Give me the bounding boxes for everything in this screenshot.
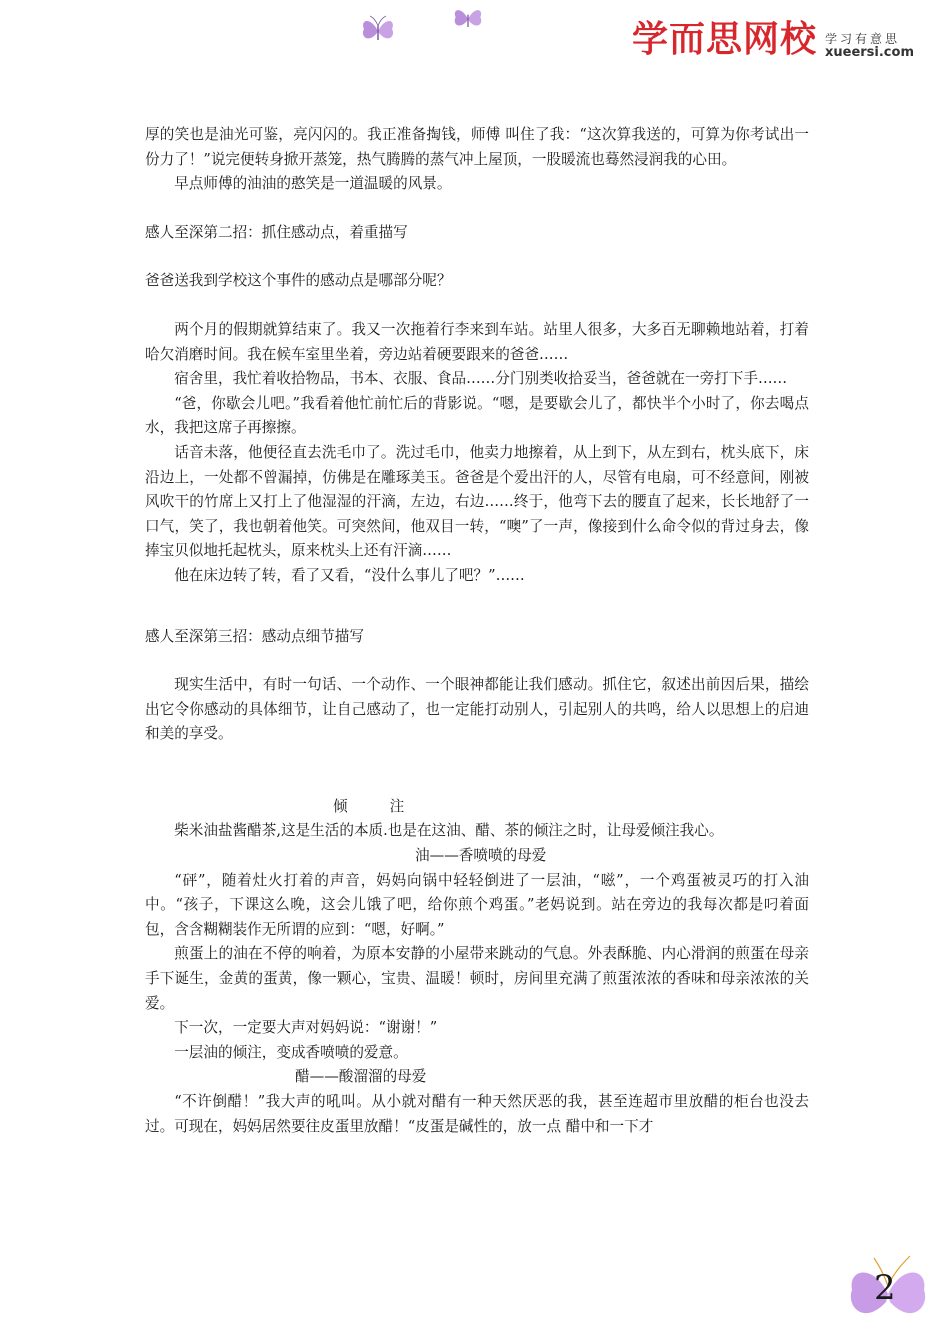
paragraph: “砰”，随着灶火打着的声音，妈妈向锅中轻轻倒进了一层油，“嗞”，一个鸡蛋被灵巧的打入油中。“孩子，下课这么晚，这会儿饿了吧，给你煎个鸡蛋。”老妈说到。站在旁边的我每次都是叼着面包，含含糊糊装作无所谓的应到：“嗯，好啊。” — [145, 871, 809, 938]
paragraph: “爸，你歇会儿吧。”我看着他忙前忙后的背影说。“嗯，是要歇会儿了，都快半个小时了，你去喝点水，我把这席子再擦擦。 — [145, 394, 809, 437]
butterfly-icon — [452, 4, 484, 38]
page-number-badge — [844, 1246, 930, 1336]
logo-wordmark: 学而思网校 — [631, 19, 817, 60]
essay-subtitle: 油——香喷喷的母爱 — [415, 847, 547, 865]
essay-title — [145, 795, 809, 820]
page-number: 2 — [874, 1268, 896, 1308]
section-heading: 感人至深第二招：抓住感动点，着重描写 — [145, 223, 408, 241]
paragraph: 话音未落，他便径直去洗毛巾了。洗过毛巾，他卖力地擦着，从上到下，从左到右，枕头底下，床沿边上，一处都不曾漏掉，仿佛是在雕琢美玉。爸爸是个爱出汗的人，尽管有电扇，可不经意间，刚被风吹干的竹席上又打上了他湿湿的汗滴，左边，右边……终于，他弯下去的腰直了起来，长长地舒了一口气，笑了，我也朝着他笑。可突然间，他双目一转，“噢”了一声，像接到什么命令似的背过身去，像捧宝贝似地托起枕头，原来枕头上还有汗滴…… — [145, 443, 809, 560]
paragraph: 两个月的假期就算结束了。我又一次拖着行李来到车站。站里人很多，大多百无聊赖地站着，打着哈欠消磨时间。我在候车室里坐着，旁边站着硬要跟来的爸爸…… — [145, 320, 809, 363]
paragraph: 煎蛋上的油在不停的响着，为原本安静的小屋带来跳动的气息。外表酥脆、内心滑润的煎蛋在母亲手下诞生，金黄的蛋黄，像一颗心，宝贵、温暖！顿时，房间里充满了煎蛋浓浓的香味和母亲浓浓的关爱。 — [145, 945, 809, 1012]
paragraph: 厚的笑也是油光可鉴，亮闪闪的。我正准备掏钱，师傅 叫住了我：“这次算我送的，可算为你考试出一份力了！”说完便转身掀开蒸笼，热气腾腾的蒸气冲上屋顶，一股暖流也蓦然浸润我的心田。 — [145, 126, 809, 168]
paragraph: 早点师傅的油油的憨笑是一道温暖的风景。 — [174, 175, 452, 193]
document-body — [145, 123, 809, 1139]
section-heading: 感人至深第三招：感动点细节描写 — [145, 627, 364, 645]
brand-logo — [632, 20, 914, 60]
question: 爸爸送我到学校这个事件的感动点是哪部分呢？ — [145, 272, 452, 290]
paragraph: 现实生活中，有时一句话、一个动作、一个眼神都能让我们感动。抓住它，叙述出前因后果，描绘出它令你感动的具体细节，让自己感动了，也一定能打动别人，引起别人的共鸣，给人以思想上的启迪和美的享受。 — [145, 676, 809, 743]
essay-subtitle: 醋——酸溜溜的母爱 — [295, 1068, 427, 1086]
paragraph: 宿舍里，我忙着收拾物品，书本、衣服、食品……分门别类收拾妥当，爸爸就在一旁打下手…… — [174, 370, 788, 388]
essay-title-char: 倾 — [333, 797, 350, 815]
paragraph: 下一次，一定要大声对妈妈说：“谢谢！” — [174, 1019, 438, 1037]
paragraph: “不许倒醋！”我大声的吼叫。从小就对醋有一种天然厌恶的我，甚至连超市里放醋的柜台也没去过。可现在，妈妈居然要往皮蛋里放醋！“皮蛋是碱性的，放一点 醋中和一下才 — [145, 1093, 809, 1135]
essay-title-char: 注 — [389, 797, 407, 815]
logo-url: xueersi.com — [824, 45, 914, 60]
butterfly-icon — [360, 14, 396, 52]
paragraph: 一层油的倾注，变成香喷喷的爱意。 — [174, 1043, 408, 1061]
paragraph: 柴米油盐酱醋茶,这是生活的本质.也是在这油、醋、茶的倾注之时，让母爱倾注我心。 — [174, 822, 724, 840]
logo-tagline: 学习有意思 — [824, 32, 900, 46]
paragraph: 他在床边转了转，看了又看，“没什么事儿了吧？”…… — [174, 566, 525, 584]
